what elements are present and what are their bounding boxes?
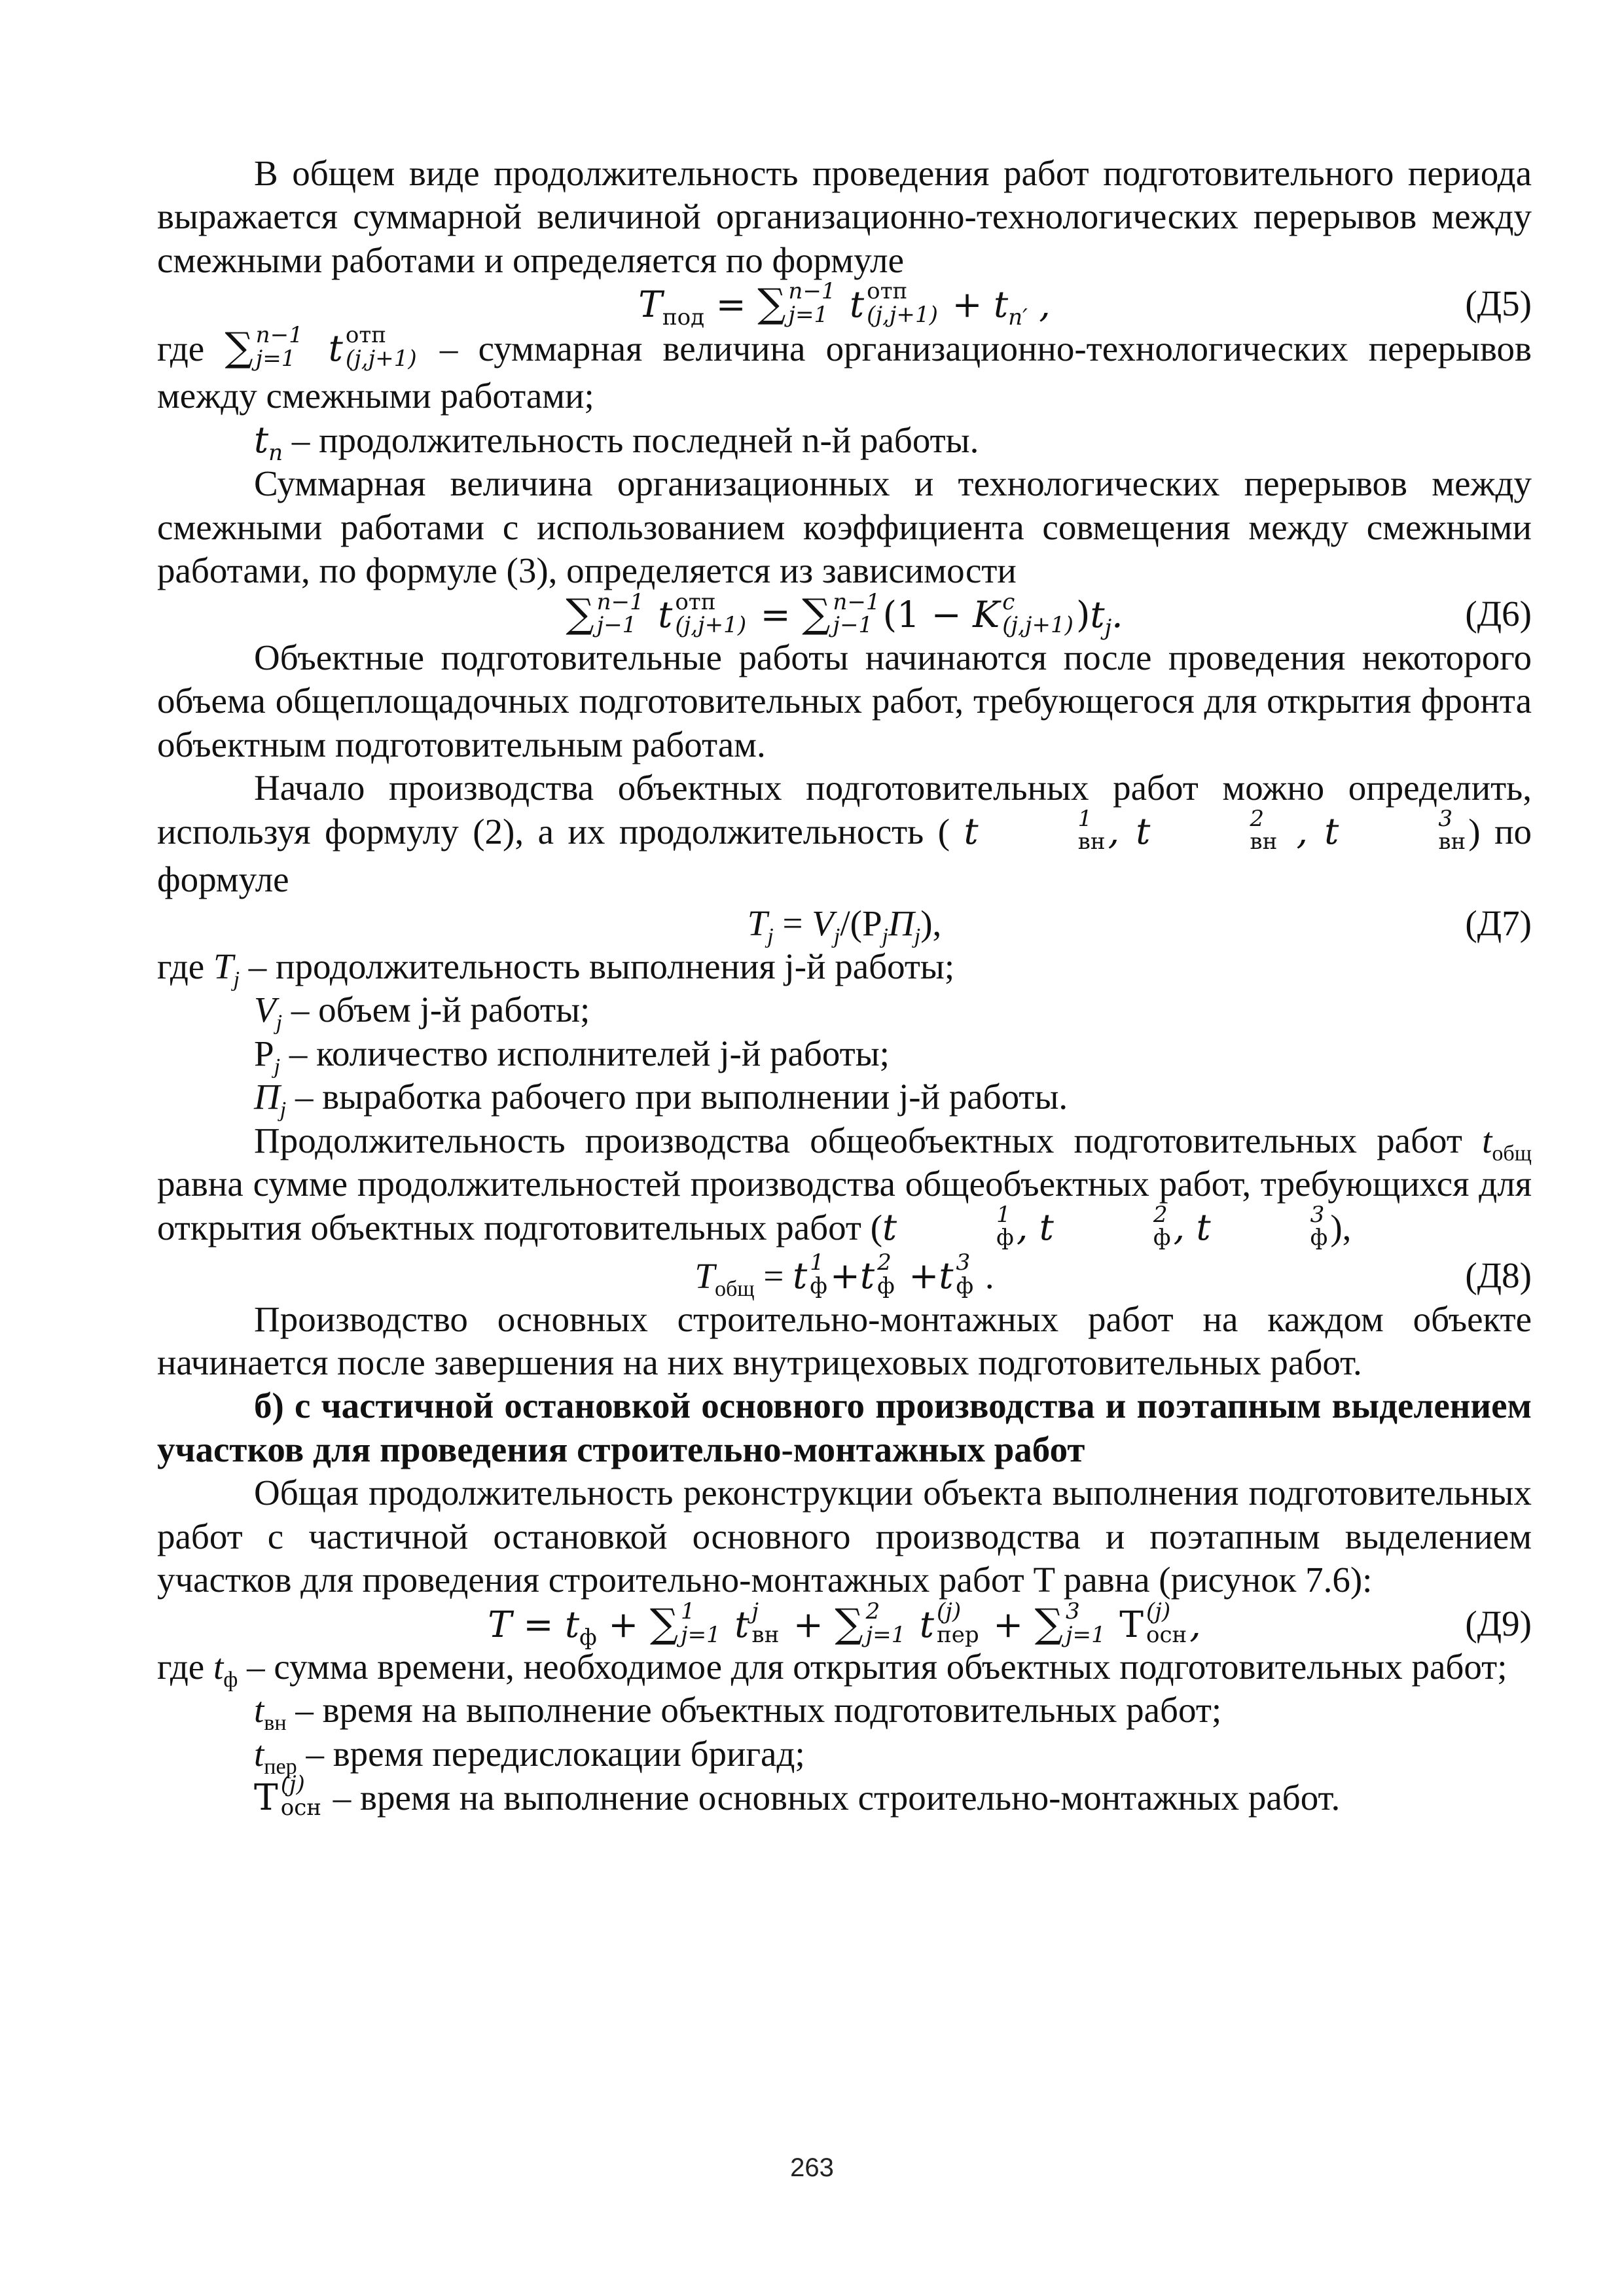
paragraph-where-sum: где ∑ n−1 j=1 t отп (j,j+1) – суммарная величина организационно-технологических перерывов между смежными работами;: [157, 321, 1532, 416]
paragraph-main-works: Производство основных строительно-монтажных работ на каждом объекте начинается после завершения на них внутрицеховых подготовительных работ.: [157, 1299, 1532, 1383]
paragraph-total-duration: Общая продолжительность реконструкции объекта выполнения подготовительных работ с частичной остановкой основного производства и поэтапным выделением участков для проведения строительно-монтажных работ T равна (рисунок 7.6):: [157, 1473, 1532, 1600]
paragraph-productivity: $П_j$ – выработка рабочего при выполнении j-й работы.: [254, 1077, 1068, 1122]
paragraph-general-works: Продолжительность производства общеобъектных подготовительных работ $t_{общ}$ равна сумме продолжительностей производства общеобъектных работ, требующихся для открытия объектных подготовительных работ (t 1 ф , t 2 ф , t 3 ф ),: [157, 1120, 1532, 1251]
paragraph-tosn: Т (j) осн – время на выполнение основных строительно-монтажных работ.: [254, 1771, 1341, 1821]
formula-d8: $T_{общ} = t$ 1 ф +t 2 ф +t 3 ф . (Д8): [695, 1249, 1532, 1302]
paragraph-pj: $Р_j$ – количество исполнителей j-й работы;: [254, 1033, 890, 1079]
formula-number-d8: (Д8): [1465, 1255, 1532, 1296]
paragraph-where-tf: где $t_ф$ – сумма времени, необходимое для открытия объектных подготовительных работ;: [157, 1646, 1507, 1692]
paragraph-where-tj: где $T_j$ – продолжительность выполнения j-й работы;: [157, 946, 955, 992]
formula-number-d5: (Д5): [1465, 283, 1532, 324]
section-heading: б) с частичной остановкой основного производства и поэтапным выделением участков для проведения строительно-монтажных работ: [157, 1386, 1532, 1469]
formula-number-d9: (Д9): [1465, 1603, 1532, 1643]
paragraph-intro: В общем виде продолжительность проведения работ подготовительного периода выражается суммарной величиной организационно-технологических перерывов между смежными работами и определяется по формуле: [157, 153, 1532, 280]
formula-number-d7: (Д7): [1465, 903, 1532, 943]
page-number: 263: [790, 2153, 834, 2182]
formula-d6: ∑ n−1 j−1 t отп (j,j+1) = ∑ n−1 j−1 (1 − K c (j,j+1) )$t_j$. (Д6): [566, 588, 1532, 641]
paragraph-sum-breaks: Суммарная величина организационных и технологических перерывов между смежными работами с использованием коэффициента совмещения между смежными работами, по формуле (3), определяется из зависимости: [157, 463, 1532, 591]
body-text: [157, 152, 1532, 1824]
formula-d9: $T = t_ф$ + ∑ 1 j=1 t j вн + ∑ 2 j=1 t (j) пер + ∑ 3 j=1 Т (j) осн , (Д9): [488, 1598, 1532, 1651]
formula-d5: $T_{под}$ = ∑ n−1 j=1 t отп (j,j+1) + $t_{n'}$ , (Д5): [638, 278, 1532, 331]
paragraph-tn: $t_n$ – продолжительность последней n-й работы.: [254, 418, 979, 466]
formula-d7: $T_j = V_j/(Р_jП_j)$, (Д7): [747, 903, 1532, 948]
paragraph-tper: $t_{пер}$ – время передислокации бригад;: [254, 1733, 805, 1779]
paragraph-vj: $V_j$ – объем j-й работы;: [254, 990, 590, 1035]
paragraph-start-production: Начало производства объектных подготовительных работ можно определить, используя формулу (2), а их продолжительность ( t 1 вн , t 2 вн , t 3 вн ) по формуле: [157, 768, 1532, 900]
paragraph-object-works: Объектные подготовительные работы начинаются после проведения некоторого объема общеплощадочных подготовительных работ, требующегося для открытия фронта объектным подготовительным работам.: [157, 637, 1532, 764]
paragraph-tvn: $t_{вн}$ – время на выполнение объектных подготовительных работ;: [254, 1690, 1222, 1736]
formula-number-d6: (Д6): [1465, 594, 1532, 634]
